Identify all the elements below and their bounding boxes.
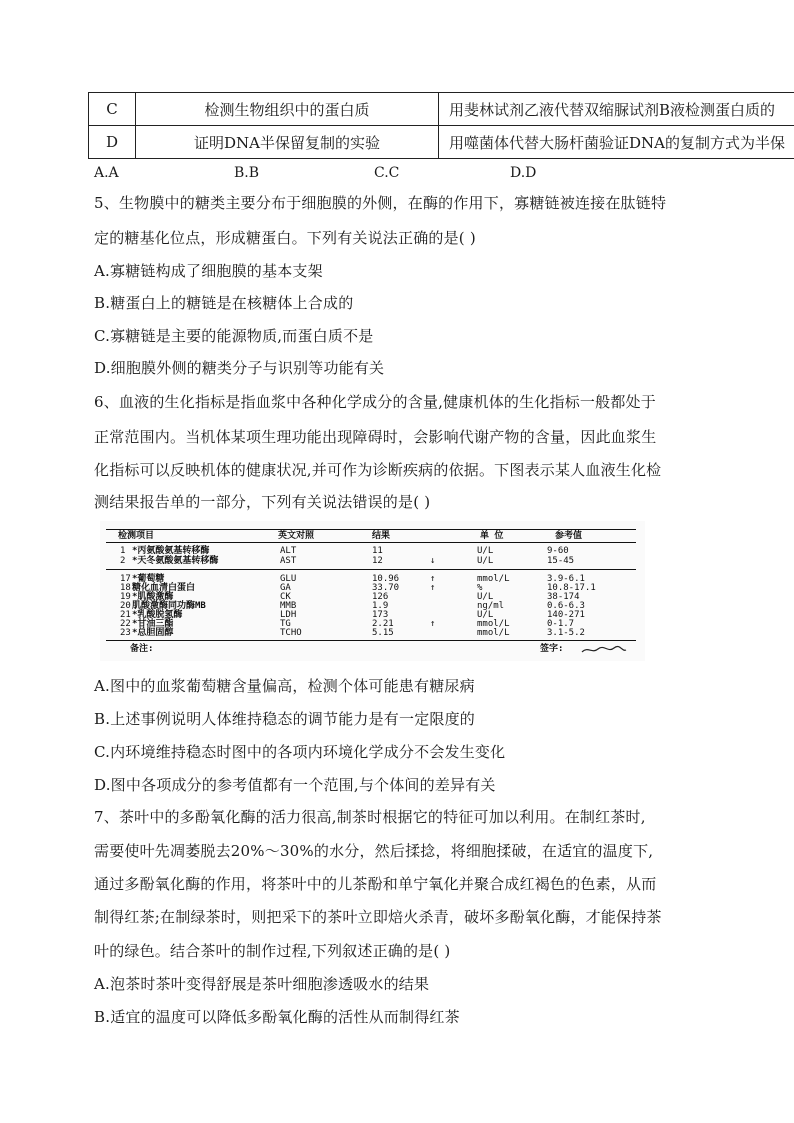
q7-stem-line: 制得红茶;在制绿茶时，则把采下的茶叶立即焙火杀青，破坏多酚氧化酶，才能保持茶 [94, 908, 662, 926]
row-flag: ↓ [430, 556, 436, 566]
row-flag: ↑ [430, 619, 436, 629]
row-abbr: GLU [280, 574, 297, 584]
row-abbr: ALT [280, 546, 297, 556]
q6-stem-line: 测结果报告单的一部分，下列有关说法错误的是( ) [94, 493, 431, 511]
row-unit: ng/ml [477, 601, 505, 611]
note-label: 备注: [130, 644, 154, 654]
q7-option-a[interactable]: A.泡茶时茶叶变得舒展是茶叶细胞渗透吸水的结果 [94, 975, 430, 993]
q6-option-c[interactable]: C.内环境维持稳态时图中的各项内环境化学成分不会发生变化 [94, 743, 506, 761]
row-abbr: LDH [280, 610, 297, 620]
q6-option-b[interactable]: B.上述事例说明人体维持稳态的调节能力是有一定限度的 [94, 710, 475, 728]
row-unit: % [477, 583, 483, 593]
method-cell: 用斐林试剂乙液代替双缩脲试剂B液检测蛋白质的 [439, 93, 794, 126]
report-footer [100, 644, 645, 654]
q5-option-b[interactable]: B.糖蛋白上的糖链是在核糖体上合成的 [94, 294, 354, 312]
q6-option-a[interactable]: A.图中的血浆葡萄糖含量偏高，检测个体可能患有糖尿病 [94, 677, 475, 695]
row-unit: U/L [477, 556, 494, 566]
q5-option-a[interactable]: A.寡糖链构成了细胞膜的基本支架 [94, 262, 323, 280]
row-name: 糖化血清白蛋白 [132, 583, 196, 593]
choice-c[interactable]: C.C [374, 165, 400, 181]
header-result: 结果 [372, 531, 391, 541]
header-english: 英文对照 [278, 531, 315, 541]
row-result: 11 [372, 546, 383, 556]
row-result: 10.96 [372, 574, 400, 584]
q5-stem-line: 5、生物膜中的糖类主要分布于细胞膜的外侧，在酶的作用下，寡糖链被连接在肽链特 [94, 194, 667, 212]
report-top-rule [106, 529, 636, 530]
choice-d[interactable]: D.D [510, 165, 537, 181]
row-abbr: TG [280, 619, 291, 629]
row-reference: 3.9-6.1 [547, 574, 585, 584]
row-reference: 140-271 [547, 610, 585, 620]
q5-option-d[interactable]: D.细胞膜外侧的糖类分子与识别等功能有关 [94, 359, 385, 377]
row-unit: U/L [477, 592, 494, 602]
q6-stem-line: 化指标可以反映机体的健康状况,并可作为诊断疾病的依据。下图表示某人血液生化检 [94, 461, 662, 479]
row-number: 18 [120, 583, 131, 593]
q6-option-d[interactable]: D.图中各项成分的参考值都有一个范围,与个体间的差异有关 [94, 776, 496, 794]
row-result: 173 [372, 610, 389, 620]
row-number: 22 [120, 619, 131, 629]
row-name: *总胆固醇 [132, 628, 174, 638]
row-reference: 9-60 [547, 546, 569, 556]
row-abbr: GA [280, 583, 291, 593]
row-name: *肌酸激酶 [132, 592, 174, 602]
experiment-cell: 证明DNA半保留复制的实验 [136, 126, 439, 159]
row-reference: 38-174 [547, 592, 580, 602]
table-row [100, 556, 645, 566]
row-unit: mmol/L [477, 628, 510, 638]
row-abbr: AST [280, 556, 297, 566]
q7-option-b[interactable]: B.适宜的温度可以降低多酚氧化酶的活性从而制得红茶 [94, 1008, 460, 1026]
row-reference: 0-1.7 [547, 619, 575, 629]
row-unit: mmol/L [477, 574, 510, 584]
row-abbr: MMB [280, 601, 297, 611]
q6-stem-line: 6、血液的生化指标是指血浆中各种化学成分的含量,健康机体的生化指标一般都处于 [94, 393, 656, 411]
row-unit: U/L [477, 546, 494, 556]
q7-stem-line: 7、茶叶中的多酚氧化酶的活力很高,制茶时根据它的特征可加以利用。在制红茶时, [94, 808, 646, 826]
row-number: 21 [120, 610, 131, 620]
choice-a[interactable]: A.A [94, 165, 119, 181]
row-name: *丙氨酸氨基转移酶 [132, 546, 210, 556]
report-header-rule [106, 542, 636, 543]
report-header [100, 531, 645, 541]
q6-stem-line: 正常范围内。当机体某项生理功能出现障碍时，会影响代谢产物的含量，因此血浆生 [94, 428, 657, 446]
blood-test-report-image [100, 521, 645, 661]
row-result: 12 [372, 556, 383, 566]
q7-stem-line: 需要使叶先凋萎脱去20%～30%的水分，然后揉捻，将细胞揉破，在适宜的温度下, [94, 842, 654, 860]
method-cell: 用噬菌体代替大肠杆菌验证DNA的复制方式为半保 [439, 126, 794, 159]
row-result: 33.70 [372, 583, 400, 593]
table-row [100, 628, 645, 638]
signature-image [580, 644, 628, 656]
row-number: 17 [120, 574, 131, 584]
row-reference: 15-45 [547, 556, 575, 566]
row-number: 20 [120, 601, 131, 611]
row-flag: ↑ [430, 583, 436, 593]
q5-stem-line: 定的糖基化位点，形成糖蛋白。下列有关说法正确的是( ) [94, 229, 476, 247]
row-reference: 3.1-5.2 [547, 628, 585, 638]
row-result: 126 [372, 592, 389, 602]
report-section-rule [106, 569, 636, 570]
row-name: 肌酸激酶同功酶MB [132, 601, 206, 611]
row-number: 2 [120, 556, 126, 566]
sign-label: 签字: [540, 644, 564, 654]
row-name: *甘油三酯 [132, 619, 174, 629]
row-unit: U/L [477, 610, 494, 620]
options-table [88, 92, 794, 159]
option-letter: D [89, 126, 136, 159]
row-name: *葡萄糖 [132, 574, 165, 584]
row-number: 1 [120, 546, 126, 556]
table-row [100, 546, 645, 556]
row-result: 2.21 [372, 619, 394, 629]
row-reference: 10.8-17.1 [547, 583, 596, 593]
report-bottom-rule [106, 640, 636, 641]
row-flag: ↑ [430, 574, 436, 584]
choice-b[interactable]: B.B [234, 165, 260, 181]
table-row [89, 126, 794, 159]
row-result: 1.9 [372, 601, 389, 611]
row-unit: mmol/L [477, 619, 510, 629]
header-item: 检测项目 [118, 531, 155, 541]
table-row [89, 93, 794, 126]
option-letter: C [89, 93, 136, 126]
header-unit: 单 位 [480, 531, 504, 541]
row-reference: 0.6-6.3 [547, 601, 585, 611]
q7-stem-line: 叶的绿色。结合茶叶的制作过程,下列叙述正确的是( ) [94, 942, 451, 960]
row-abbr: CK [280, 592, 291, 602]
row-name: *天冬氨酸氨基转移酶 [132, 556, 219, 566]
q5-option-c[interactable]: C.寡糖链是主要的能源物质,而蛋白质不是 [94, 327, 374, 345]
row-abbr: TCHO [280, 628, 302, 638]
row-number: 23 [120, 628, 131, 638]
experiment-cell: 检测生物组织中的蛋白质 [136, 93, 439, 126]
header-reference: 参考值 [555, 531, 583, 541]
q7-stem-line: 通过多酚氧化酶的作用，将茶叶中的儿茶酚和单宁氧化并聚合成红褐色的色素，从而 [94, 875, 657, 893]
row-number: 19 [120, 592, 131, 602]
row-name: *乳酸脱氢酶 [132, 610, 183, 620]
row-result: 5.15 [372, 628, 394, 638]
